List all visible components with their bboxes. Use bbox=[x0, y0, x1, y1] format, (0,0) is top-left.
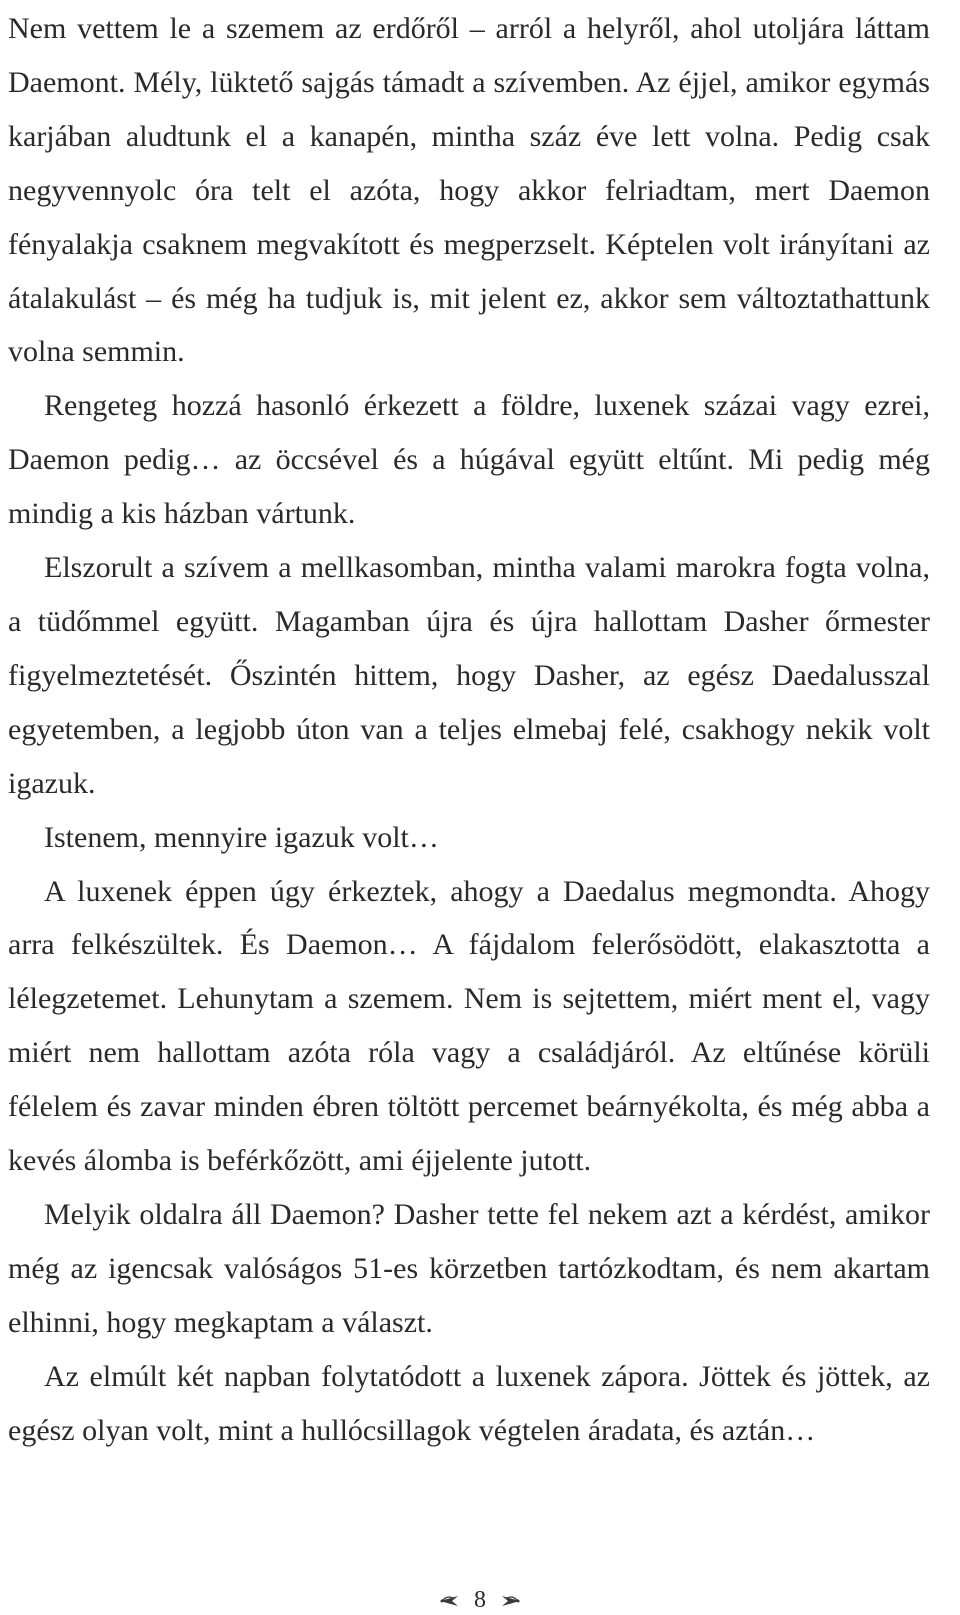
page-footer bbox=[0, 1586, 960, 1615]
fleuron-right-icon bbox=[500, 1593, 522, 1609]
paragraph-2: Rengeteg hozzá hasonló érkezett a földre, luxenek százai vagy ezrei, Daemon pedig… az öccsével és a húgával együtt eltűnt. Mi pedig még mindig a kis házban vártunk. bbox=[8, 389, 930, 531]
paragraph-4: Istenem, mennyire igazuk volt… bbox=[44, 820, 439, 854]
fleuron-left-icon bbox=[438, 1593, 460, 1609]
paragraph-7: Az elmúlt két napban folytatódott a luxenek zápora. Jöttek és jöttek, az egész olyan volt, mint a hullócsillagok végtelen áradata, és aztán… bbox=[8, 1359, 930, 1447]
paragraph-6: Melyik oldalra áll Daemon? Dasher tette fel nekem azt a kérdést, amikor még az igencsak valóságos 51-es körzetben tartózkodtam, és nem akartam elhinni, hogy megkaptam a választ. bbox=[8, 1197, 930, 1339]
paragraph-1: Nem vettem le a szemem az erdőről – arról a helyről, ahol utoljára láttam Daemont. Mély, lüktető sajgás támadt a szívemben. Az éjjel, amikor egymás karjában aludtunk el a kanapén, mintha száz éve lett volna. Pedig csak negyvennyolc óra telt el azóta, hogy akkor felriadtam, mert Daemon fényalakja csaknem megvakított és megperzselt. Képtelen volt irányítani az átalakulást – és még ha tudjuk is, mit jelent ez, akkor sem változtathattunk volna semmin. bbox=[8, 12, 930, 369]
paragraph-5: A luxenek éppen úgy érkeztek, ahogy a Daedalus megmondta. Ahogy arra felkészültek. És Daemon… A fájdalom felerősödött, elakasztotta a lélegzetemet. Lehunytam a szemem. Nem is sejtettem, miért ment el, vagy miért nem hallottam azóta róla vagy a családjáról. Az eltűnése körüli félelem és zavar minden ébren töltött percemet beárnyékolta, és még abba a kevés álomba is beférkőzött, ami éjjelente jutott. bbox=[8, 874, 930, 1178]
page-number: 8 bbox=[474, 1587, 486, 1613]
book-page-body bbox=[8, 0, 930, 1457]
paragraph-3: Elszorult a szívem a mellkasomban, mintha valami marokra fogta volna, a tüdőmmel együtt. Magamban újra és újra hallottam Dasher őrmester figyelmeztetését. Őszintén hittem, hogy Dasher, az egész Daedalusszal egyetemben, a legjobb úton van a teljes elmebaj felé, csakhogy nekik volt igazuk. bbox=[8, 551, 930, 800]
